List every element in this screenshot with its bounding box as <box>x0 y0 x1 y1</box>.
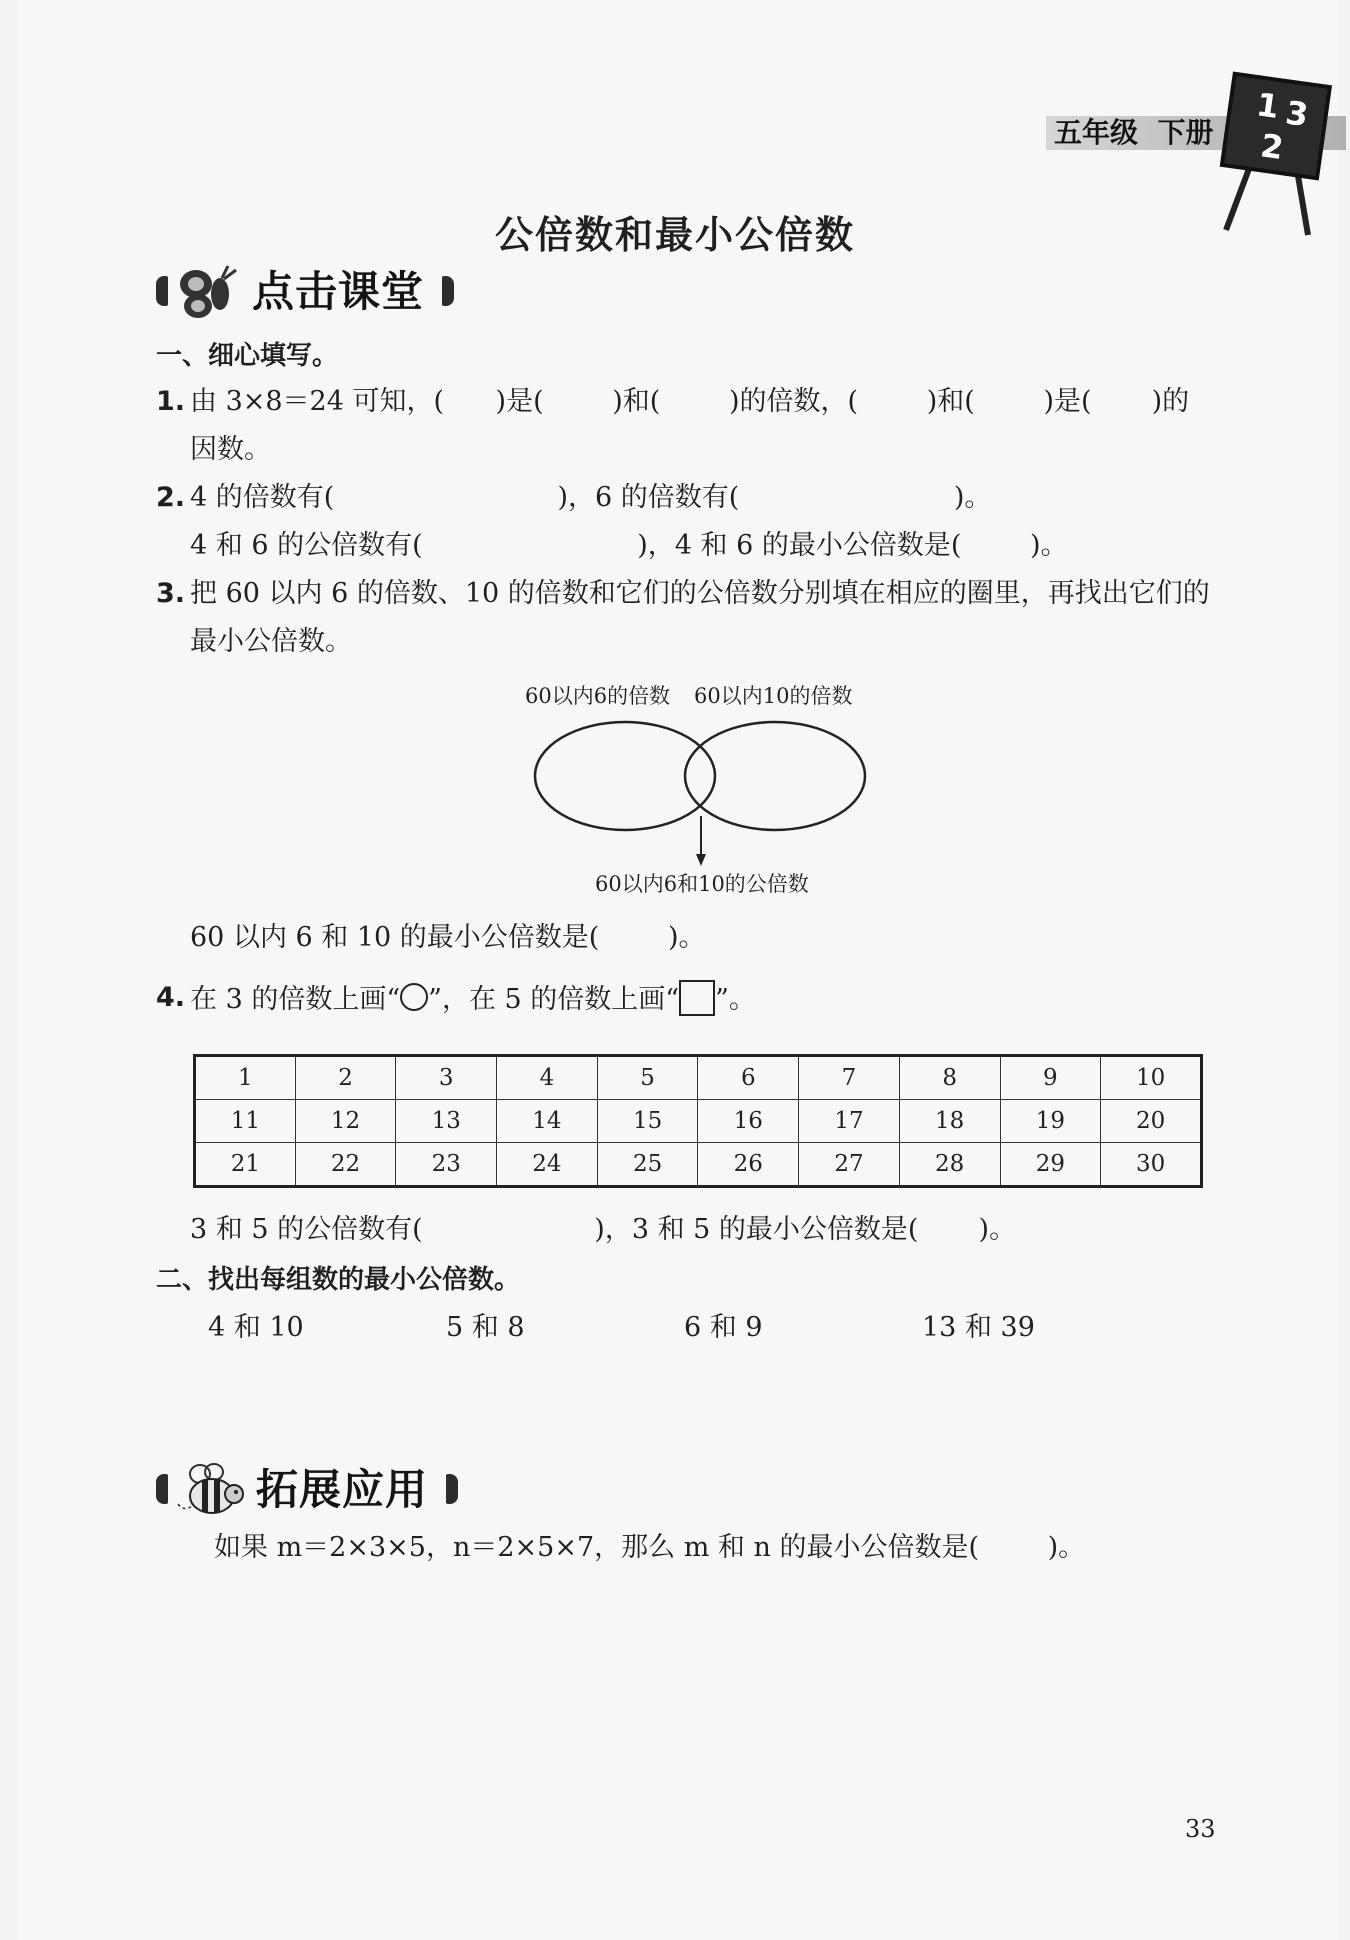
lcm-group-2: 5 和 8 <box>446 1312 525 1343</box>
table-cell[interactable]: 24 <box>497 1143 598 1187</box>
table-cell[interactable]: 27 <box>799 1143 900 1187</box>
table-cell[interactable]: 19 <box>1000 1100 1101 1143</box>
table-cell[interactable]: 25 <box>597 1143 698 1187</box>
circle-symbol-icon <box>400 983 428 1011</box>
section-bracket-left <box>156 276 168 306</box>
logo-digit-3: 3 <box>1283 93 1311 135</box>
part1-heading: 一、细心填写。 <box>156 341 339 371</box>
section-title-extension: 拓展应用 <box>256 1465 429 1514</box>
venn-label-common: 60以内6和10的公倍数 <box>595 872 809 896</box>
table-cell[interactable]: 5 <box>597 1056 698 1100</box>
table-cell[interactable]: 12 <box>295 1100 396 1143</box>
table-cell[interactable]: 2 <box>295 1056 396 1100</box>
table-cell[interactable]: 30 <box>1101 1143 1202 1187</box>
venn-circle-multiples-of-10 <box>685 722 865 830</box>
q1-line2: 因数。 <box>190 434 271 465</box>
extension-question: 如果 m＝2×3×5，n＝2×5×7，那么 m 和 n 的最小公倍数是( )。 <box>214 1532 1086 1563</box>
bee-icon <box>174 1460 250 1520</box>
square-symbol-icon <box>679 980 715 1016</box>
venn-arrow-head <box>696 854 706 866</box>
lcm-group-4: 13 和 39 <box>922 1312 1035 1343</box>
table-cell[interactable]: 23 <box>396 1143 497 1187</box>
q4-answer-line: 3 和 5 的公倍数有( )，3 和 5 的最小公倍数是( )。 <box>190 1214 1017 1245</box>
table-cell[interactable]: 29 <box>1000 1143 1101 1187</box>
q2-line2: 4 和 6 的公倍数有( )，4 和 6 的最小公倍数是( )。 <box>190 530 1068 561</box>
table-row <box>195 1143 1202 1187</box>
table-cell[interactable]: 18 <box>899 1100 1000 1143</box>
section-header-classroom <box>156 262 456 322</box>
table-cell[interactable]: 4 <box>497 1056 598 1100</box>
table-cell[interactable]: 13 <box>396 1100 497 1143</box>
table-row <box>195 1056 1202 1100</box>
table-cell[interactable]: 14 <box>497 1100 598 1143</box>
venn-circle-multiples-of-6 <box>535 722 715 830</box>
table-cell[interactable]: 1 <box>195 1056 296 1100</box>
q3-answer-line: 60 以内 6 和 10 的最小公倍数是( )。 <box>190 922 706 953</box>
table-cell[interactable]: 7 <box>799 1056 900 1100</box>
section-bracket-left <box>156 1474 168 1504</box>
q2-line1: 4 的倍数有( )，6 的倍数有( )。 <box>190 482 992 513</box>
table-cell[interactable]: 21 <box>195 1143 296 1187</box>
table-cell[interactable]: 17 <box>799 1100 900 1143</box>
table-cell[interactable]: 22 <box>295 1143 396 1187</box>
table-cell[interactable]: 28 <box>899 1143 1000 1187</box>
q4-number: 4. <box>156 982 186 1013</box>
section-bracket-right <box>442 276 454 306</box>
table-cell[interactable]: 11 <box>195 1100 296 1143</box>
table-cell[interactable]: 6 <box>698 1056 799 1100</box>
section-header-extension <box>156 1460 456 1520</box>
q3-line2: 最小公倍数。 <box>190 626 352 657</box>
grade-label: 五年级 下册 <box>1054 116 1214 149</box>
table-cell[interactable]: 10 <box>1101 1056 1202 1100</box>
q2-number: 2. <box>156 482 186 513</box>
table-cell[interactable]: 9 <box>1000 1056 1101 1100</box>
q1-number: 1. <box>156 386 186 417</box>
lcm-group-1: 4 和 10 <box>208 1312 304 1343</box>
section-title-classroom: 点击课堂 <box>252 267 425 316</box>
q1-line1: 由 3×8＝24 可知，( )是( )和( )的倍数，( )和( )是( )的 <box>190 386 1190 417</box>
table-cell[interactable]: 20 <box>1101 1100 1202 1143</box>
q4-instruction: 在 3 的倍数上画“ ”，在 5 的倍数上画“ ”。 <box>190 980 756 1018</box>
lcm-group-3: 6 和 9 <box>684 1312 763 1343</box>
part2-heading: 二、找出每组数的最小公倍数。 <box>156 1265 521 1295</box>
table-row <box>195 1100 1202 1143</box>
table-cell[interactable]: 26 <box>698 1143 799 1187</box>
section-bracket-right <box>446 1474 458 1504</box>
page-title: 公倍数和最小公倍数 <box>494 213 855 257</box>
venn-diagram <box>515 720 885 870</box>
q3-line1: 把 60 以内 6 的倍数、10 的倍数和它们的公倍数分别填在相应的圈里，再找出它们的 <box>190 578 1210 609</box>
logo-digit-1: 1 <box>1254 85 1282 127</box>
q3-number: 3. <box>156 578 186 609</box>
number-grid-table <box>193 1054 1203 1188</box>
table-cell[interactable]: 3 <box>396 1056 497 1100</box>
table-cell[interactable]: 15 <box>597 1100 698 1143</box>
logo-digit-2: 2 <box>1258 126 1286 168</box>
table-cell[interactable]: 8 <box>899 1056 1000 1100</box>
butterfly-icon <box>176 262 240 322</box>
page-number: 33 <box>1185 1815 1216 1843</box>
venn-label-right: 60以内10的倍数 <box>694 684 853 708</box>
venn-label-left: 60以内6的倍数 <box>525 684 671 708</box>
table-cell[interactable]: 16 <box>698 1100 799 1143</box>
